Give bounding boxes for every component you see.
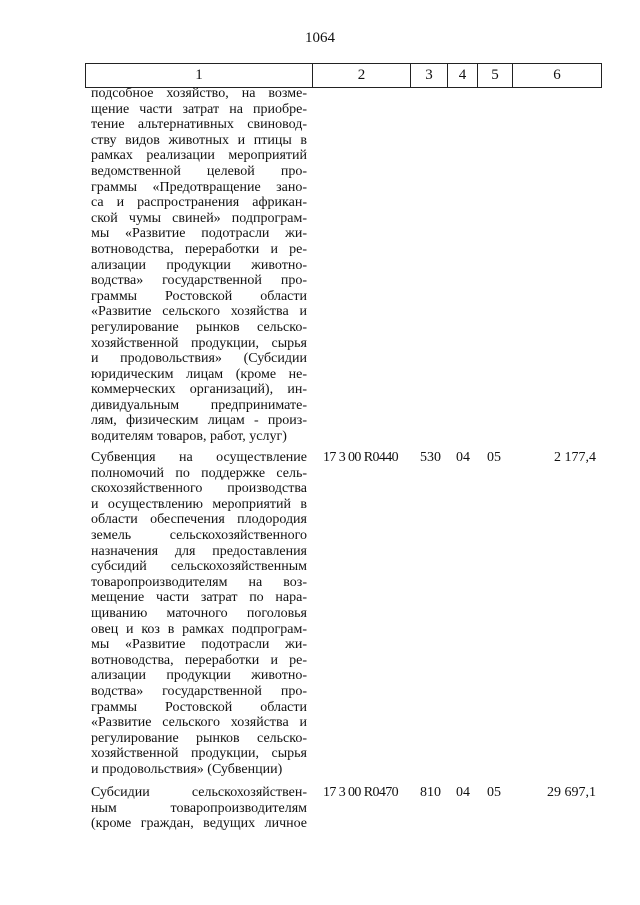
description-line: ным товаропроизводителям xyxy=(91,800,307,816)
column-header-5: 5 xyxy=(477,64,512,87)
description-line: и продовольствия» (Субвенции) xyxy=(91,761,283,777)
description-line: юридическим лицам (кроме не- xyxy=(91,366,307,382)
description-line: водства» государственной про- xyxy=(91,683,307,699)
description-line: «Развитие сельского хозяйства и xyxy=(91,304,307,320)
amount: 2 177,4 xyxy=(554,450,596,465)
row-description xyxy=(91,86,307,445)
section-code: 04 xyxy=(456,450,470,465)
description-line: хозяйственной продукции, сырья xyxy=(91,746,307,762)
budget-code: 17 3 00 R0440 xyxy=(323,450,399,465)
column-header-1: 1 xyxy=(85,64,312,87)
description-line: ализации продукции животно- xyxy=(91,668,307,684)
description-line: граммы Ростовской области xyxy=(91,288,307,304)
description-line: ведомственной целевой про- xyxy=(91,163,307,179)
budget-code: 17 3 00 R0470 xyxy=(323,785,399,800)
amount: 29 697,1 xyxy=(547,785,596,800)
subsection-code: 05 xyxy=(487,450,501,465)
row-description xyxy=(91,450,307,777)
column-header-6: 6 xyxy=(512,64,602,87)
description-line: граммы Ростовской области xyxy=(91,699,307,715)
description-line: вотноводства, переработки и ре- xyxy=(91,241,307,257)
row-description xyxy=(91,785,307,832)
subsection-code: 05 xyxy=(487,785,501,800)
description-line: граммы «Предотвращение зано- xyxy=(91,179,307,195)
description-line: ализации продукции животно- xyxy=(91,257,307,273)
description-line: щение части затрат на приобре- xyxy=(91,101,307,117)
description-line: «Развитие сельского хозяйства и xyxy=(91,715,307,731)
description-line: области обеспечения плодородия xyxy=(91,512,307,528)
description-line: овец и коз в рамках подпрограм- xyxy=(91,621,307,637)
description-line: коммерческих организаций), ин- xyxy=(91,382,307,398)
description-line: Субсидии сельскохозяйствен- xyxy=(91,785,307,800)
description-line: рамках реализации мероприятий xyxy=(91,148,307,164)
description-line: са и распространения африкан- xyxy=(91,195,307,211)
section-code: 04 xyxy=(456,785,470,800)
description-line: хозяйственной продукции, сырья xyxy=(91,335,307,351)
expense-type: 810 xyxy=(420,785,441,800)
column-header-2: 2 xyxy=(312,64,410,87)
column-header-3: 3 xyxy=(410,64,447,87)
description-line: лям, физическим лицам - произ- xyxy=(91,413,307,429)
page-number: 1064 xyxy=(305,30,335,46)
description-line: ской чумы свиней» подпрограм- xyxy=(91,210,307,226)
description-line: щиванию маточного поголовья xyxy=(91,605,307,621)
description-line: вотноводства, переработки и ре- xyxy=(91,652,307,668)
description-line: и продовольствия» (Субсидии xyxy=(91,351,307,367)
description-line: назначения для предоставления xyxy=(91,543,307,559)
table-header xyxy=(85,63,602,88)
description-line: ству видов животных и птицы в xyxy=(91,132,307,148)
description-line: товаропроизводителям на воз- xyxy=(91,574,307,590)
description-line: мы «Развитие подотрасли жи- xyxy=(91,637,307,653)
description-line: и осуществлению мероприятий в xyxy=(91,496,307,512)
description-line: (кроме граждан, ведущих личное xyxy=(91,816,307,832)
description-line: полномочий по поддержке сель- xyxy=(91,465,307,481)
column-header-4: 4 xyxy=(447,64,477,87)
description-line: водителям товаров, работ, услуг) xyxy=(91,429,287,445)
description-line: регулирование рынков сельско- xyxy=(91,730,307,746)
description-line: мещение части затрат по нара- xyxy=(91,590,307,606)
description-line: субсидий сельскохозяйственным xyxy=(91,559,307,575)
description-line: регулирование рынков сельско- xyxy=(91,319,307,335)
description-line: земель сельскохозяйственного xyxy=(91,527,307,543)
description-line: подсобное хозяйство, на возме- xyxy=(91,86,307,101)
description-line: Субвенция на осуществление xyxy=(91,450,307,465)
description-line: дивидуальным предпринимате- xyxy=(91,397,307,413)
expense-type: 530 xyxy=(420,450,441,465)
description-line: скохозяйственного производства xyxy=(91,481,307,497)
description-line: тение альтернативных свиновод- xyxy=(91,117,307,133)
description-line: водства» государственной про- xyxy=(91,273,307,289)
description-line: мы «Развитие подотрасли жи- xyxy=(91,226,307,242)
